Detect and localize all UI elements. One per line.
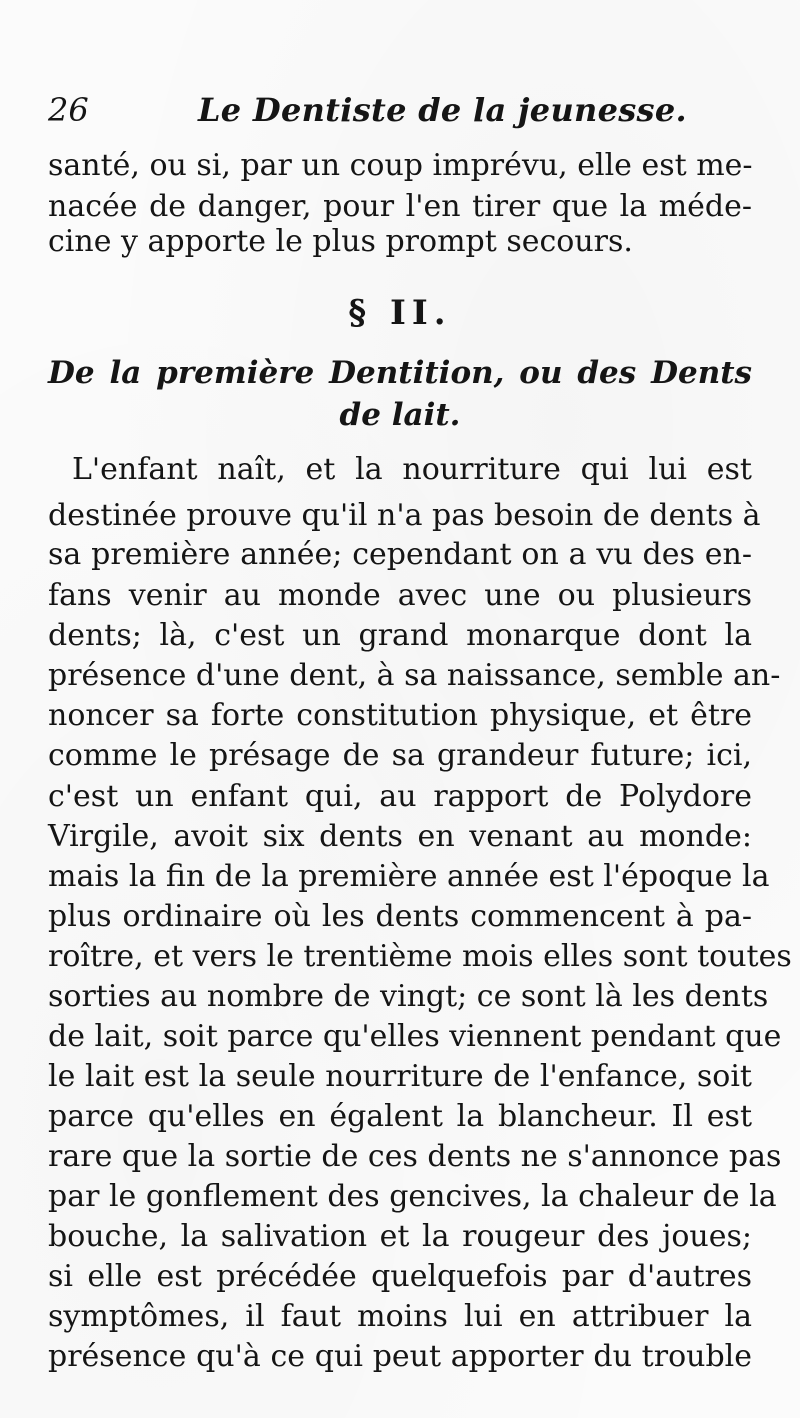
text-line: comme le présage de sa grandeur future; ici, — [48, 738, 752, 773]
text-line: parce qu'elles en égalent la blancheur. Il est — [48, 1099, 752, 1134]
text-line: présence d'une dent, à sa naissance, semble an- — [48, 658, 781, 693]
text-line: noncer sa forte constitution physique, et être — [48, 698, 752, 733]
text-line: présence qu'à ce qui peut apporter du trouble — [48, 1339, 752, 1374]
text-line: cine y apporte le plus prompt secours. — [48, 224, 633, 259]
text-line: plus ordinaire où les dents commencent à pa- — [48, 899, 752, 934]
text-line: de lait, soit parce qu'elles viennent pendant que — [48, 1019, 782, 1054]
text-line: fans venir au monde avec une ou plusieurs — [48, 578, 752, 613]
text-line: c'est un enfant qui, au rapport de Polydore — [48, 779, 752, 814]
text-line: bouche, la salivation et la rougeur des joues; — [48, 1219, 752, 1254]
text-line: mais la fin de la première année est l'époque la — [48, 859, 770, 894]
page-header — [48, 88, 748, 132]
text-line: L'enfant naît, et la nourriture qui lui est — [72, 452, 752, 487]
text-line: destinée prouve qu'il n'a pas besoin de dents à — [48, 498, 761, 533]
text-line: santé, ou si, par un coup imprévu, elle est me- — [48, 148, 753, 183]
text-line: le lait est la seule nourriture de l'enfance, soit — [48, 1059, 752, 1094]
running-title: Le Dentiste de la jeunesse. — [198, 91, 687, 129]
text-line: sa première année; cependant on a vu des en- — [48, 537, 752, 572]
text-line: rare que la sortie de ces dents ne s'annonce pas — [48, 1139, 782, 1174]
section-title-line: de lait. — [339, 397, 461, 433]
text-line: dents; là, c'est un grand monarque dont la — [48, 618, 752, 653]
text-line: symptômes, il faut moins lui en attribuer la — [48, 1299, 752, 1334]
text-line: Virgile, avoit six dents en venant au monde: — [48, 819, 752, 854]
section-number: § II. — [348, 293, 452, 333]
section-title-line: De la première Dentition, ou des Dents — [48, 355, 752, 391]
text-line: nacée de danger, pour l'en tirer que la méde- — [48, 189, 752, 224]
text-line: sorties au nombre de vingt; ce sont là les dents — [48, 979, 769, 1014]
text-line: roître, et vers le trentième mois elles sont toutes — [48, 939, 792, 974]
text-line: si elle est précédée quelquefois par d'autres — [48, 1259, 752, 1294]
text-line: par le gonflement des gencives, la chaleur de la — [48, 1179, 777, 1214]
page-number: 26 — [48, 91, 89, 129]
